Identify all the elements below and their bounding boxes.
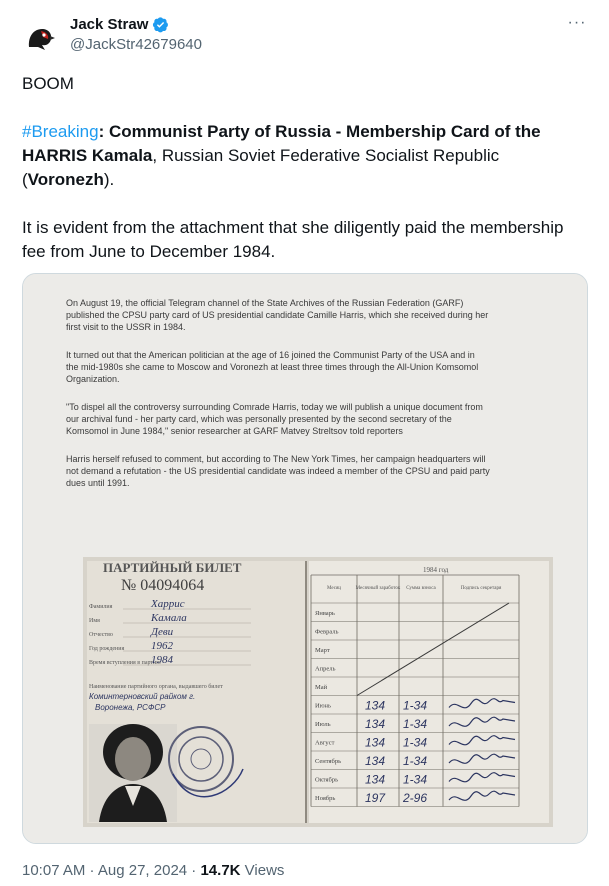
card-title: ПАРТИЙНЫЙ БИЛЕТ [103,560,242,575]
article-line: On August 19, the official Telegram channel of the State Archives of the Russian Federation (GARF) [66,298,464,308]
tweet-bold-text: : Communist Party of Russia - Membership Card of the HARRIS Kamala [22,122,541,165]
table-header: Месячный заработок [355,586,401,591]
table-month: Ноябрь [315,795,336,802]
table-month: Июнь [315,702,331,710]
article-line: first visit to the USSR in 1984. [66,322,186,332]
table-header: Подпись секретаря [460,586,502,591]
table-fee: 1-34 [403,754,428,768]
party-card-image [23,274,588,844]
spacer [22,192,582,216]
article-line: the mid-1980s she came to Moscow and Voronezh at least three times through the All-Union Komsomol [66,362,479,372]
article-line: It turned out that the American politician at the age of 16 joined the Communist Party of the USA and in [66,350,475,360]
table-month: Апрель [315,665,336,673]
table-header: Месяц [327,586,341,591]
tweet-plain-end: ). [103,170,115,189]
more-options-icon[interactable]: ··· [567,14,587,31]
verified-badge-icon [152,16,169,33]
tweet-text [22,72,582,264]
tweet-line-boom: BOOM [22,74,74,93]
card-field-label: Отчество [89,632,113,638]
table-wage: 134 [365,735,386,750]
article-line: published the CPSU party card of US presidential candidate Camille Harris, which she received during her [66,310,489,320]
table-month: Май [315,684,328,691]
article-line: Harris herself refused to comment, but according to The New York Times, her campaign headquarters will [66,454,486,464]
article-line: Komsomol in June 1984," senior researcher at GARF Matvey Streltsov told reporters [66,426,403,436]
views-label: Views [240,862,285,879]
table-fee: 1-34 [403,698,428,713]
tweet-plain-text: , Russian Soviet Federative Socialist Republic ( [22,146,500,189]
author-handle[interactable]: @JackStr42679640 [70,36,202,53]
card-number: № 04094064 [121,577,205,594]
card-field-value: 1962 [151,640,173,652]
card-field-value: 1984 [151,654,173,666]
table-fee: 1-34 [403,772,428,787]
table-month: Июль [315,721,331,728]
table-wage: 134 [365,717,386,731]
table-fee: 1-34 [403,735,428,750]
card-field-label: Фамилия [89,604,113,610]
article-line: not demand a refutation - the US presidential candidate was indeed a member of the CPSU and paid party [66,466,490,476]
timestamp[interactable]: 10:07 AM · Aug 27, 2024 · [22,862,201,879]
article-line: Organization. [66,374,120,384]
hashtag-link[interactable]: #Breaking [22,122,99,141]
views-count: 14.7K [200,862,241,879]
table-fee: 1-34 [403,717,428,731]
card-field-label: Время вступления в партию [89,660,161,666]
table-month: Январь [315,610,335,617]
attached-image[interactable] [22,273,588,844]
card-org-value-1: Коминтерновский райком г. [89,692,196,701]
table-wage: 197 [365,791,386,805]
author-name[interactable]: Jack Straw [70,16,149,33]
avatar[interactable] [22,20,58,56]
card-year: 1984 год [423,566,449,574]
card-org-label: Наименование партийного органа, выдавшего билет [89,684,223,690]
card-field-value: Камала [151,612,187,624]
tweet-paragraph-2 [22,120,582,192]
card-field-label: Год рождения [89,646,125,652]
card-field-label: Имя [89,618,100,624]
crow-avatar-icon [22,20,58,56]
table-header: Сумма взноса [406,586,436,591]
card-right-page [309,561,549,823]
table-month: Август [315,739,335,747]
card-photo [89,724,177,822]
author-name-row[interactable] [70,16,169,33]
table-wage: 134 [365,698,386,713]
table-fee: 2-96 [403,791,428,805]
article-line: dues until 1991. [66,478,130,488]
card-field-value: Харрис [151,598,185,610]
table-wage: 134 [365,772,386,787]
tweet-paragraph-3: It is evident from the attachment that she diligently paid the membership fee from June to December 1984. [22,218,564,261]
tweet-meta [22,862,284,879]
article-line: "To dispel all the controversy surrounding Comrade Harris, today we will publish a unique document from [66,402,483,412]
table-month: Март [315,647,330,654]
tweet-bold-city: Voronezh [27,170,104,189]
table-month: Сентябрь [315,758,342,765]
article-line: our archival fund - her party card, which was personally presented by the second secretary of the [66,414,452,424]
spacer [22,96,582,120]
table-month: Февраль [315,628,339,636]
card-field-value: Деви [151,626,174,638]
table-month: Октябрь [315,776,339,784]
table-wage: 134 [365,754,386,768]
tweet-header [20,14,589,56]
card-org-value-2: Воронежа, РСФСР [95,703,166,712]
